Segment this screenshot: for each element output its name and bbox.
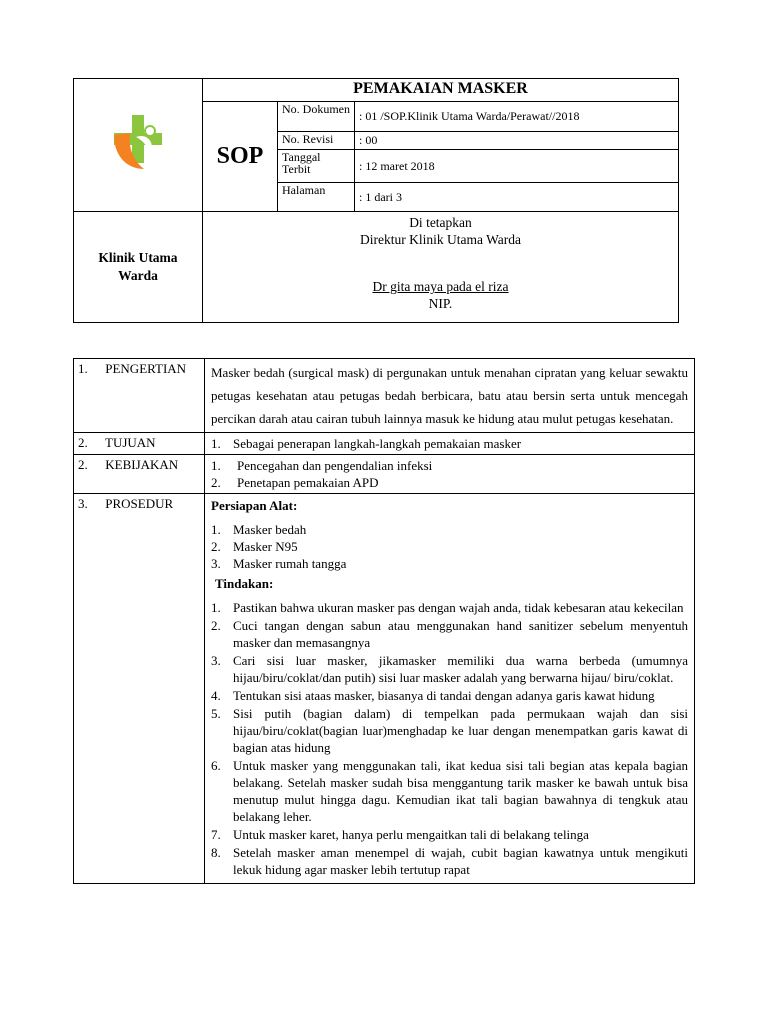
tindakan-heading: Tindakan: — [215, 576, 274, 591]
list-item — [211, 457, 688, 474]
list-item — [211, 538, 688, 555]
meta-label-no-revisi: No. Revisi — [278, 132, 355, 150]
step-number: 2. — [211, 618, 221, 633]
procedure-step — [211, 687, 688, 704]
list-item — [211, 555, 688, 572]
list-item-text: Penetapan pemakaian APD — [237, 475, 379, 490]
persiapan-alat-heading: Persiapan Alat: — [211, 498, 298, 513]
procedure-step — [211, 652, 688, 686]
clinic-name-line1: Klinik Utama — [98, 250, 178, 265]
document-title: PEMAKAIAN MASKER — [203, 79, 679, 102]
step-number: 5. — [211, 706, 221, 721]
procedure-step — [211, 757, 688, 825]
step-text: Cari sisi luar masker, jikamasker memiliki dua warna berbeda (umumnya hijau/biru/coklat/dan putih) sisi luar masker adalah yang berwarna hijau/ biru/coklat. — [233, 653, 688, 685]
section-label: TUJUAN — [105, 435, 156, 450]
section-number: 2. — [78, 457, 88, 472]
step-text: Setelah masker aman menempel di wajah, cubit bagian kawatnya untuk mengikuti lekuk hidung agar masker lebih tertutup rapat — [233, 845, 688, 877]
section-label: PROSEDUR — [105, 496, 174, 511]
tujuan-content — [205, 433, 695, 455]
step-number: 3. — [211, 653, 221, 668]
step-text: Pastikan bahwa ukuran masker pas dengan wajah anda, tidak kebesaran atau kekecilan — [233, 600, 684, 615]
pengertian-text: Masker bedah (surgical mask) di pergunakan untuk menahan cipratan yang keluar sewaktu petugas kesehatan atau petugas bedah berbicara, batu atau bersin serta untuk mencegah percikan darah atau cairan tubuh lainnya masuk ke hidung atau mulut petugas kesehatan. — [205, 359, 695, 433]
sop-label: SOP — [203, 102, 278, 212]
sop-header-table — [73, 78, 679, 323]
clinic-name — [74, 212, 203, 323]
step-text: Sisi putih (bagian dalam) di tempelkan pada permukaan wajah dan sisi hijau/biru/coklat(bagian luar)menghadap ke luar dengan menempatkan garis kawat di bagian atas hidung — [233, 706, 688, 755]
list-item-text: Pencegahan dan pengendalian infeksi — [237, 458, 433, 473]
list-item-text: Sebagai penerapan langkah-langkah pemakaian masker — [233, 436, 522, 451]
signature-name: Dr gita maya pada el riza — [372, 279, 509, 294]
section-number: 3. — [78, 496, 88, 511]
step-number: 4. — [211, 688, 221, 703]
signature-nip: NIP. — [428, 296, 453, 311]
clinic-name-line2: Warda — [118, 268, 158, 283]
meta-label-halaman: Halaman — [278, 183, 355, 212]
step-text: Cuci tangan dengan sabun atau menggunakan hand sanitizer sebelum menyentuh masker dan memasangnya — [233, 618, 688, 650]
section-label-cell — [74, 433, 205, 455]
step-number: 1. — [211, 600, 221, 615]
meta-value-no-dokumen: : 01 /SOP.Klinik Utama Warda/Perawat//2018 — [355, 102, 679, 132]
list-item-number: 3. — [211, 556, 221, 571]
list-item-number: 1. — [211, 436, 221, 451]
list-item-number: 2. — [211, 475, 221, 490]
procedure-step — [211, 844, 688, 878]
section-number: 1. — [78, 361, 88, 376]
section-label: KEBIJAKAN — [105, 457, 179, 472]
list-item — [211, 521, 688, 538]
section-label: PENGERTIAN — [105, 361, 187, 376]
section-row-tujuan — [74, 433, 695, 455]
list-item-number: 1. — [211, 522, 221, 537]
section-label-cell — [74, 455, 205, 494]
meta-value-tanggal-terbit: : 12 maret 2018 — [355, 150, 679, 183]
signature-line1: Di tetapkan — [409, 215, 472, 230]
step-number: 6. — [211, 758, 221, 773]
section-number: 2. — [78, 435, 88, 450]
list-item-text: Masker N95 — [233, 539, 298, 554]
signature-line2: Direktur Klinik Utama Warda — [360, 232, 521, 247]
list-item-number: 2. — [211, 539, 221, 554]
list-item — [211, 435, 688, 452]
meta-value-no-revisi: : 00 — [355, 132, 679, 150]
step-text: Untuk masker karet, hanya perlu mengaitkan tali di belakang telinga — [233, 827, 589, 842]
meta-label-tanggal-terbit: Tanggal Terbit — [278, 150, 355, 183]
step-number: 7. — [211, 827, 221, 842]
list-item — [211, 474, 688, 491]
step-number: 8. — [211, 845, 221, 860]
section-label-cell — [74, 359, 205, 433]
section-row-pengertian — [74, 359, 695, 433]
step-text: Untuk masker yang menggunakan tali, ikat kedua sisi tali begian atas kepala bagian belakang. Setelah masker sudah bisa menggantung tarik masker ke bawah untuk bisa menutup mulut hingga dagu. Kemudian ikat tali bagian bawahnya di tengkuk atau belakang leher. — [233, 758, 688, 824]
section-row-kebijakan — [74, 455, 695, 494]
step-text: Tentukan sisi ataas masker, biasanya di tandai dengan adanya garis kawat hidung — [233, 688, 655, 703]
procedure-step — [211, 826, 688, 843]
logo-cell — [74, 79, 203, 212]
signature-block — [203, 212, 679, 323]
section-label-cell — [74, 494, 205, 884]
clinic-logo-icon — [106, 111, 170, 175]
meta-value-halaman: : 1 dari 3 — [355, 183, 679, 212]
prosedur-content — [205, 494, 695, 884]
list-item-number: 1. — [211, 458, 221, 473]
meta-label-no-dokumen: No. Dokumen — [278, 102, 355, 132]
list-item-text: Masker rumah tangga — [233, 556, 347, 571]
list-item-text: Masker bedah — [233, 522, 307, 537]
kebijakan-content — [205, 455, 695, 494]
procedure-step — [211, 705, 688, 756]
procedure-step — [211, 599, 688, 616]
sop-content-table — [73, 358, 695, 884]
procedure-step — [211, 617, 688, 651]
section-row-prosedur — [74, 494, 695, 884]
